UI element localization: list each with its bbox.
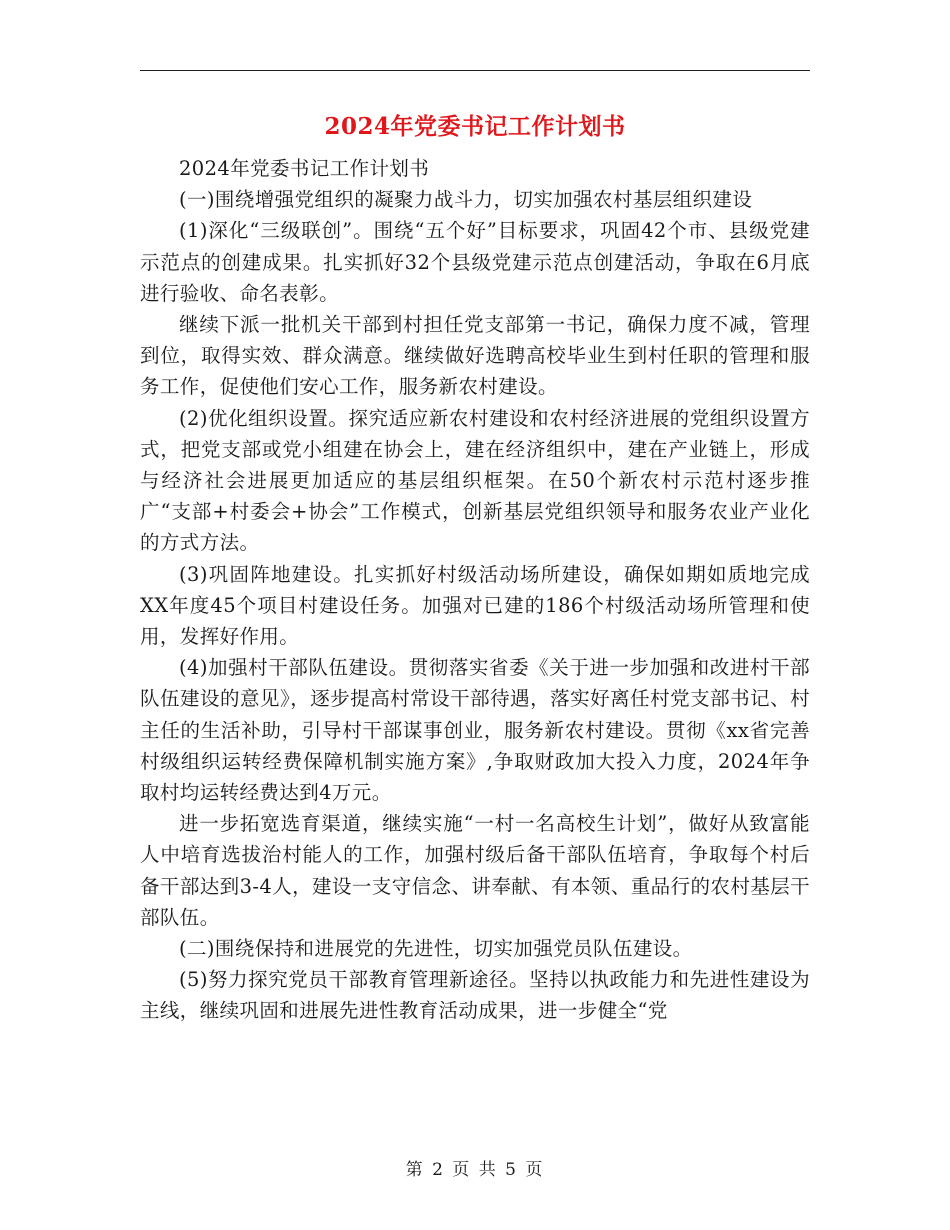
paragraph: 进一步拓宽选育渠道，继续实施“一村一名高校生计划”，做好从致富能人中培育选拔治村能人的工作，加强村级后备干部队伍培育，争取每个村后备干部达到3-4人，建设一支守信念、讲奉献、有本领、重品行的农村基层干部队伍。	[140, 812, 810, 929]
paragraph: (4)加强村干部队伍建设。贯彻落实省委《关于进一步加强和改进村干部队伍建设的意见》，逐步提高村常设干部待遇，落实好离任村党支部书记、村主任的生活补助，引导村干部谋事创业，服务新农村建设。贯彻《xx省完善村级组织运转经费保障机制实施方案》,争取财政加大投入力度，2024年争取村均运转经费达到4万元。	[140, 656, 810, 805]
document-title: 2024年党委书记工作计划书	[324, 113, 626, 140]
header-rule	[140, 70, 810, 71]
paragraph: (二)围绕保持和进展党的先进性，切实加强党员队伍建设。	[179, 937, 693, 961]
document-body	[140, 153, 810, 1027]
paragraph: (3)巩固阵地建设。扎实抓好村级活动场所建设，确保如期如质地完成XX年度45个项目村建设任务。加强对已建的186个村级活动场所管理和使用，发挥好作用。	[140, 562, 810, 649]
page-indicator: 第 2 页 共 5 页	[405, 1160, 545, 1180]
paragraph: 2024年党委书记工作计划书	[179, 157, 430, 180]
paragraph: (5)努力探究党员干部教育管理新途径。坚持以执政能力和先进性建设为主线，继续巩固和进展先进性教育活动成果，进一步健全“党	[140, 968, 810, 1023]
paragraph: (1)深化“三级联创”。围绕“五个好”目标要求，巩固42个市、县级党建示范点的创建成果。扎实抓好32个县级党建示范点创建活动，争取在6月底进行验收、命名表彰。	[140, 219, 810, 305]
paragraph: (2)优化组织设置。探究适应新农村建设和农村经济进展的党组织设置方式，把党支部或党小组建在协会上，建在经济组织中，建在产业链上，形成与经济社会进展更加适应的基层组织框架。在50个新农村示范村逐步推广“支部+村委会+协会”工作模式，创新基层党组织领导和服务农业产业化的方式方法。	[140, 406, 810, 555]
paragraph: 继续下派一批机关干部到村担任党支部第一书记，确保力度不减，管理到位，取得实效、群众满意。继续做好选聘高校毕业生到村任职的管理和服务工作，促使他们安心工作，服务新农村建设。	[140, 313, 810, 399]
paragraph: (一)围绕增强党组织的凝聚力战斗力，切实加强农村基层组织建设	[179, 188, 753, 212]
